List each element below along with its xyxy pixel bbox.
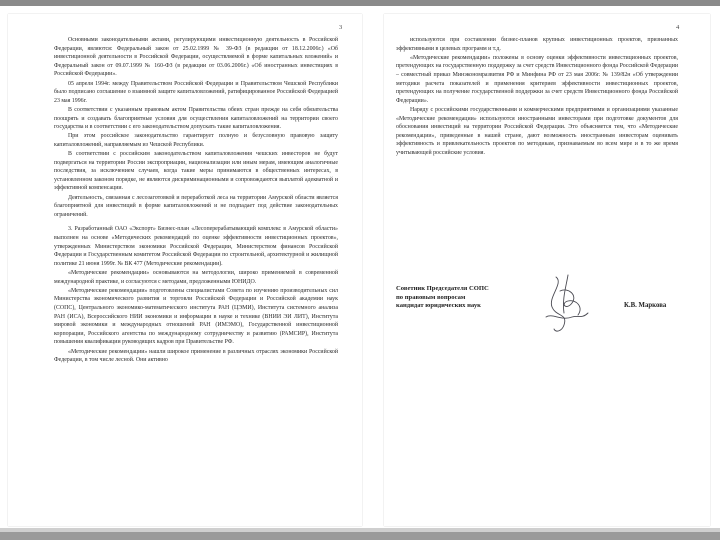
paragraph: Наряду с российскими государственными и коммерческими предприятиями и организациями указанные «Методические рекомендации» используются иностранными инвесторами при подготовке документов для обоснования инвестиций на территории Российской Федерации. Это объясняется тем, что «Методические рекомендации», приведенные в нашей стране, дают возможность иностранным инвесторам оценивать эффективность и привлекательность проектов по методикам, признаваемым во всем мире и в то же время учитывающей российские условия. (396, 106, 678, 156)
document-page-right (384, 14, 710, 526)
page-text (54, 36, 338, 365)
viewer-bottom-edge (0, 532, 720, 540)
page-number: 3 (339, 24, 343, 31)
paragraph: В соответствии с указанным правовым актом Правительства обеих стран прежде на себя обязательства поощрять и создавать благоприятные условия для осуществления капиталовложений на территории своего государства и в соответствии с его законодательством допускать такие капиталовложения. (54, 106, 338, 131)
paragraph: Деятельность, связанная с лесозаготовкой и переработкой леса на территории Амурской области является благоприятной для инвестиций в форме капиталовложений и не подпадает под действие законодательных ограничений. (54, 194, 338, 218)
paragraph: При этом российское законодательство гарантирует полную и безусловную правовую защиту капиталовложений, направляемым из Чешской Республики. (54, 133, 338, 148)
paragraph: «Методические рекомендации» нашли широкое применение в различных отраслях экономики Российской Федерации, в том числе лесной. Они активно (54, 348, 338, 364)
paragraph: «Методические рекомендации» основываются на методологии, широко применяемой в современной международной практике, и согласуются с методами, предложенными ЮНИДО. (54, 270, 338, 285)
paragraph: 3. Разработанный ОАО «Экспорт» Бизнес-план «Лесоперерабатывающий комплекс в Амурской области» выполнен на основе «Методических рекомендаций по оценке эффективности инвестиционных проектов», утвержденных Министерством экономики Российской Федерации, Министерством финансов Российской Федерации и Государственным комитетом Российской Федерации по строительной, архитектурной и жилищной политике 21 июня 1999г. № ВК 477 (Методические рекомендации). (54, 226, 338, 267)
paragraph: В соответствии с российским законодательством капиталовложения чешских инвесторов не будут подвергаться на территории России экспроприации, национализации или иным мерам, имеющим аналогичные последствия, за исключением случаев, когда такие меры принимаются в общественных интересах, в установленном законом порядке, не являются дискриминационными и сопровождаются выплатой адекватной и эффективной компенсации. (54, 151, 338, 192)
paragraph: 05 апреля 1994г. между Правительством Российской Федерации и Правительством Чешской Республики было подписано соглашение о взаимной защите капиталовложений, ратифицированное Российской Федерацией 23 мая 1996г. (54, 80, 338, 104)
signatory-degree: кандидат юридических наук (396, 302, 481, 310)
signatory-title: по правовым вопросам (396, 293, 466, 301)
signatory-name: К.В. Маркова (624, 302, 667, 309)
paragraph: «Методические рекомендации» подготовлены специалистами Совета по изучению производительных сил Министерства экономического развития и торговли Российской Федерации и Российской академии наук (СОПС), Центрального экономико-математического института РАН (ЦЭМИ), Института системного анализа РАН (ИСА), Всероссийского НИИ экономики и информации в науке и технике (ВНИИ ЭИ ЛИТ), Института мировой экономики и международных отношений РАН (ИМЭМО), Государственной инвестиционной корпорации, Российского агентства по международному сотрудничеству и развитию (РАМСИР), Института повышения квалификации руководящих кадров при Правительстве РФ. (54, 287, 338, 346)
paragraph: «Методические рекомендации» положены в основу оценки эффективности инвестиционных проектов, претендующих на государственную поддержку за счет средств Инвестиционного фонда Российской Федерации – совместный приказ Минэкономразвития РФ и Минфина РФ от 23 мая 2006г. № 139/82н «Об утверждении методики расчета показателей и применения критериев эффективности инвестиционных проектов, претендующих на получение государственной поддержки за счет средств Инвестиционного фонда Российской Федерации». (396, 54, 678, 104)
handwritten-signature (538, 273, 598, 337)
paragraph: используются при составлении бизнес-планов крупных инвестиционных проектов, признанных эффективными в целевых программ и т.д. (396, 37, 678, 52)
document-page-left (8, 14, 362, 526)
page-number: 4 (676, 24, 680, 31)
signature-block (396, 285, 696, 335)
viewer-top-edge (0, 0, 720, 6)
page-text (396, 36, 678, 158)
signatory-title: Советник Председателя СОПС (396, 285, 489, 292)
paragraph: Основными законодательными актами, регулирующими инвестиционную деятельность в Российской Федерации, являются: Федеральный закон от 25.02.1999 № 39-ФЗ (в редакции от 18.12.2006г.) «Об инвестиционной деятельности в Российской Федерации, осуществляемой в форме капитальных вложений» и Федеральный закон от 09.07.1999 № 160-ФЗ (в редакции от 03.06.2006г.) «Об иностранных инвестициях в Российской Федерации». (54, 37, 338, 78)
